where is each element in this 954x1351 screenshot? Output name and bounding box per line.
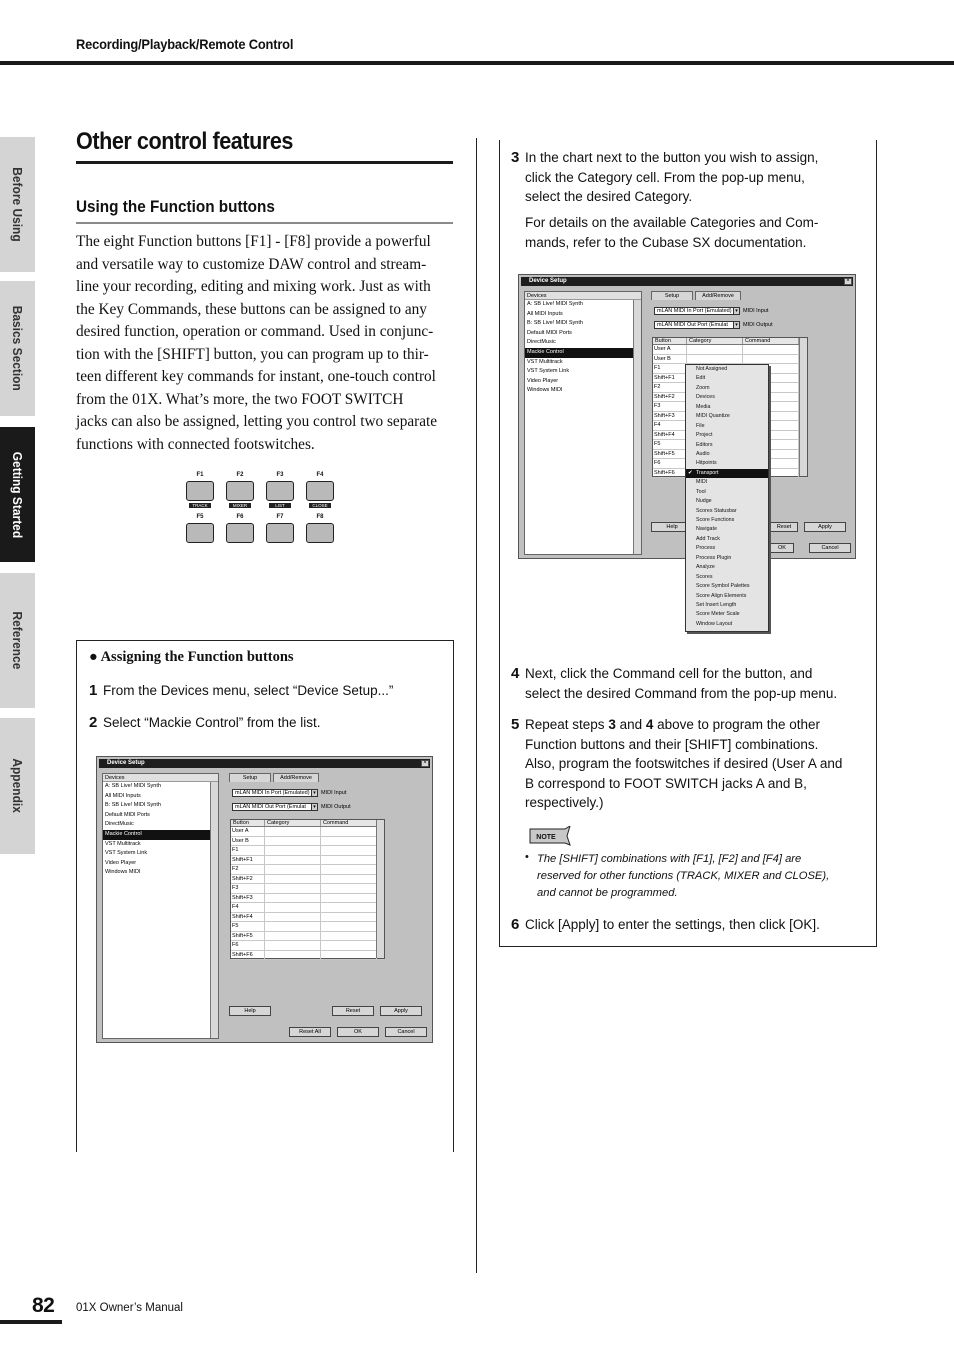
f4-button: [306, 481, 334, 501]
f6-key-name: F6: [236, 514, 244, 520]
table-row[interactable]: Shift+F1: [653, 374, 807, 384]
function-buttons-illustration: [184, 472, 336, 544]
step-3-detail: [525, 213, 865, 252]
step-number: 3: [511, 149, 520, 166]
paragraph-line: from the 01X. What’s more, the two FOOT SWITCH: [76, 390, 404, 408]
table-row[interactable]: Shift+F6: [653, 469, 807, 479]
column-header: Category: [687, 338, 743, 344]
step-ref: 4: [645, 717, 654, 732]
table-row[interactable]: F3: [231, 884, 384, 894]
device-item-selected[interactable]: Mackie Control: [103, 830, 218, 840]
step-2: [89, 713, 443, 733]
step-text-line: select the desired Category.: [525, 189, 693, 204]
button-assignment-grid: [230, 819, 385, 959]
step-number: 2: [89, 714, 98, 731]
side-tab-basics-section[interactable]: [0, 281, 35, 416]
table-row[interactable]: Shift+F2: [231, 875, 384, 885]
table-row[interactable]: User B: [653, 355, 807, 365]
note-text: [537, 851, 857, 902]
table-row[interactable]: F1: [231, 846, 384, 856]
step-text-line: respectively.): [525, 795, 604, 810]
device-item[interactable]: VST System Link: [527, 368, 570, 375]
f1-key-name: F1: [196, 472, 204, 478]
menu-item-selected[interactable]: [686, 469, 768, 478]
title-rule: [76, 161, 453, 164]
side-tab-label: Basics Section: [10, 305, 25, 392]
step-text-line: Repeat steps 3 and 4 above to program the other: [525, 717, 820, 732]
paragraph-line: desired function, operation or command. Used in conjunc-: [76, 323, 434, 340]
menu-item[interactable]: Navigate: [696, 526, 717, 533]
menu-item[interactable]: Process: [696, 545, 716, 552]
f1-button: [186, 481, 214, 501]
grid-scrollbar[interactable]: [376, 820, 384, 958]
chevron-down-icon[interactable]: ▾: [311, 803, 318, 811]
chevron-down-icon[interactable]: ▾: [733, 307, 740, 315]
step-text-line: Next, click the Command cell for the button, and: [525, 666, 813, 681]
side-tab-getting-started[interactable]: [0, 427, 35, 562]
step-number: 4: [511, 665, 520, 682]
table-row[interactable]: F5: [653, 440, 807, 450]
step-number: 1: [89, 682, 98, 699]
devices-header: Devices: [525, 292, 641, 300]
mixer-label: MIXER: [229, 503, 251, 508]
f7-button: [266, 523, 294, 543]
devices-header: Devices: [103, 774, 218, 782]
menu-item[interactable]: Score Symbol Palettes: [696, 583, 750, 590]
side-tab-label: Reference: [10, 611, 25, 670]
midi-input-label: MIDI Input: [321, 790, 347, 796]
step-ref: 3: [608, 717, 616, 732]
dialog-titlebar: [521, 277, 853, 286]
table-row[interactable]: F6: [231, 941, 384, 951]
device-item[interactable]: B: SB Live! MIDI Synth: [105, 802, 161, 809]
dialog-title: Device Setup: [107, 760, 145, 766]
column-header: Category: [265, 820, 321, 826]
step-5: [511, 715, 870, 813]
track-label: TRACK: [189, 503, 211, 508]
menu-item[interactable]: Score Align Elements: [696, 592, 747, 599]
dialog-titlebar: [99, 759, 430, 768]
midi-input-label: MIDI Input: [743, 308, 769, 314]
device-item[interactable]: VST System Link: [105, 850, 148, 857]
section-title: Other control features: [76, 128, 293, 155]
menu-item[interactable]: Score Meter Scale: [696, 611, 740, 618]
devices-scrollbar[interactable]: [210, 782, 218, 1038]
close-icon[interactable]: ×: [421, 760, 429, 767]
midi-output-select[interactable]: mLAN MIDI Out Port (Emulat: [654, 321, 734, 329]
table-row[interactable]: Shift+F4: [231, 913, 384, 923]
step-text: From the Devices menu, select “Device Setup...”: [103, 683, 394, 698]
paragraph-line: the Key Commands, these buttons can be assigned to any: [76, 300, 427, 318]
step-text-line: mands, refer to the Cubase SX documentation.: [525, 234, 807, 250]
f6-button: [226, 523, 254, 543]
subtitle-rule: [76, 222, 453, 224]
menu-item[interactable]: Scores: [696, 573, 713, 580]
table-row[interactable]: User B: [231, 837, 384, 847]
help-button[interactable]: Help: [229, 1006, 271, 1016]
footer-manual-title: 01X Owner’s Manual: [76, 1302, 183, 1314]
device-item[interactable]: Windows MIDI: [527, 387, 563, 394]
table-row[interactable]: Shift+F6: [231, 951, 384, 961]
reset-button[interactable]: Reset: [332, 1006, 374, 1016]
table-row[interactable]: Shift+F5: [653, 450, 807, 460]
intro-paragraph: [76, 231, 456, 456]
menu-item[interactable]: Zoom: [696, 384, 710, 391]
menu-item[interactable]: Project: [696, 432, 713, 439]
table-row[interactable]: F2: [231, 865, 384, 875]
running-header: Recording/Playback/Remote Control: [76, 36, 294, 52]
step-text-line: B correspond to FOOT SWITCH jacks A and B,: [525, 775, 807, 791]
chevron-down-icon[interactable]: ▾: [733, 321, 740, 329]
table-row[interactable]: F6: [653, 459, 807, 469]
table-row[interactable]: F5: [231, 922, 384, 932]
device-item[interactable]: All MIDI Inputs: [527, 310, 563, 317]
f3-button: [266, 481, 294, 501]
close-label: CLOSE: [309, 503, 331, 508]
table-row[interactable]: Shift+F1: [231, 856, 384, 866]
device-item[interactable]: Default MIDI Ports: [527, 329, 572, 336]
f8-key-name: F8: [316, 514, 324, 520]
midi-output-select[interactable]: mLAN MIDI Out Port (Emulat: [232, 803, 312, 811]
list-label: LIST: [269, 503, 291, 508]
menu-item[interactable]: Audio: [696, 450, 710, 457]
menu-item[interactable]: Tool: [696, 488, 706, 495]
subsection-title: Using the Function buttons: [76, 197, 275, 216]
device-item[interactable]: A: SB Live! MIDI Synth: [105, 783, 161, 789]
tab-add-remove[interactable]: Add/Remove: [695, 291, 741, 300]
cancel-button[interactable]: Cancel: [385, 1027, 427, 1037]
side-tab-label: Before Using: [10, 167, 25, 242]
f2-button: [226, 481, 254, 501]
table-row[interactable]: F4: [653, 421, 807, 431]
side-tab-reference[interactable]: [0, 573, 35, 708]
f5-button: [186, 523, 214, 543]
menu-item[interactable]: Edit: [696, 375, 706, 382]
paragraph-line: teen different key commands for instant, one-touch control: [76, 368, 436, 385]
f8-button: [306, 523, 334, 543]
midi-output-label: MIDI Output: [321, 804, 351, 810]
menu-item[interactable]: Not Assigned: [696, 366, 728, 372]
step-text-line: Also, program the footswitches if desired (User A and: [525, 756, 843, 771]
menu-item[interactable]: Devices: [696, 394, 715, 401]
note-line: reserved for other functions (TRACK, MIXER and CLOSE),: [537, 870, 830, 882]
device-item[interactable]: Video Player: [527, 377, 559, 384]
device-item[interactable]: All MIDI Inputs: [105, 792, 141, 799]
ok-button[interactable]: OK: [337, 1027, 379, 1037]
paragraph-line: line your recording, editing and mixing work. Just as with: [76, 278, 431, 295]
midi-input-select[interactable]: mLAN MIDI In Port (Emulated): [654, 307, 734, 315]
menu-item[interactable]: Process Plugin: [696, 554, 732, 561]
menu-item[interactable]: Media: [696, 403, 711, 410]
help-button[interactable]: Help: [651, 522, 693, 532]
step-text-line: select the desired Command from the pop-up menu.: [525, 685, 838, 701]
tab-add-remove[interactable]: Add/Remove: [273, 773, 319, 782]
category-popup-menu[interactable]: [685, 364, 769, 632]
note-badge-label: NOTE: [536, 834, 556, 841]
step-text-line: Function buttons and their [SHIFT] combinations.: [525, 736, 819, 752]
grid-scrollbar[interactable]: [799, 338, 807, 476]
dialog-title: Device Setup: [529, 278, 567, 284]
table-row[interactable]: User A: [653, 345, 807, 355]
bullet-icon: •: [525, 851, 529, 863]
step-number: 6: [511, 916, 520, 933]
menu-item[interactable]: Add Track: [696, 535, 720, 542]
device-item[interactable]: DirectMusic: [527, 339, 556, 346]
footer-rule: [0, 1320, 62, 1324]
f5-key-name: F5: [196, 514, 204, 520]
paragraph-line: tion with the [SHIFT] button, you can program up to thir-: [76, 345, 429, 363]
column-divider: [476, 138, 477, 1273]
device-item[interactable]: Windows MIDI: [105, 869, 141, 876]
side-tab-before-using[interactable]: [0, 137, 35, 272]
menu-item[interactable]: Window Layout: [696, 620, 733, 627]
table-row[interactable]: F1: [653, 364, 807, 374]
device-item[interactable]: VST Multitrack: [105, 840, 141, 847]
reset-all-button[interactable]: Reset All: [289, 1027, 331, 1037]
column-header: Command: [321, 820, 377, 826]
tab-setup[interactable]: Setup: [651, 291, 693, 300]
side-tab-label: Appendix: [10, 758, 25, 814]
apply-button[interactable]: Apply: [804, 522, 846, 532]
step-text-line: In the chart next to the button you wish to assign,: [525, 150, 819, 165]
column-header: Command: [743, 338, 799, 344]
midi-output-label: MIDI Output: [743, 322, 773, 328]
midi-input-select[interactable]: mLAN MIDI In Port (Emulated): [232, 789, 312, 797]
chevron-down-icon[interactable]: ▾: [311, 789, 318, 797]
device-item[interactable]: Default MIDI Ports: [105, 811, 150, 818]
step-number: 5: [511, 716, 520, 733]
f3-key-name: F3: [276, 472, 284, 478]
menu-item[interactable]: Set Insert Length: [696, 601, 737, 608]
close-icon[interactable]: ×: [844, 278, 852, 285]
table-row[interactable]: Shift+F3: [231, 894, 384, 904]
menu-item-label: Transport: [696, 469, 719, 476]
device-item[interactable]: A: SB Live! MIDI Synth: [527, 301, 583, 307]
device-item[interactable]: VST Multitrack: [527, 358, 563, 365]
check-icon: ✔: [688, 469, 693, 476]
column-header: Button: [231, 820, 265, 826]
menu-item[interactable]: Scores Statusbar: [696, 507, 737, 514]
reset-button[interactable]: Reset: [770, 522, 798, 532]
step-6: [511, 915, 870, 935]
column-header: Button: [653, 338, 687, 344]
table-row[interactable]: Shift+F2: [653, 393, 807, 403]
menu-item[interactable]: MIDI Quantize: [696, 413, 730, 420]
table-row[interactable]: F3: [653, 402, 807, 412]
table-row[interactable]: Shift+F5: [231, 932, 384, 942]
paragraph-line: and versatile way to customize DAW control and stream-: [76, 255, 427, 273]
menu-item[interactable]: Analyze: [696, 564, 715, 571]
paragraph-line: jacks can also be assigned, letting you control two separate: [76, 413, 438, 430]
step-text-line: For details on the available Categories and Com-: [525, 215, 819, 230]
cancel-button[interactable]: Cancel: [809, 543, 851, 553]
step-4: [511, 664, 870, 703]
f4-key-name: F4: [316, 472, 324, 478]
device-item[interactable]: DirectMusic: [105, 821, 134, 828]
tab-setup[interactable]: Setup: [229, 773, 271, 782]
procedure-heading: ● Assigning the Function buttons: [89, 649, 294, 665]
menu-item[interactable]: MIDI: [696, 479, 708, 486]
devices-list: [524, 291, 642, 555]
device-item[interactable]: B: SB Live! MIDI Synth: [527, 320, 583, 327]
f7-key-name: F7: [276, 514, 284, 520]
menu-item[interactable]: Hitpoints: [696, 460, 717, 467]
menu-item[interactable]: File: [696, 422, 705, 429]
paragraph-line: The eight Function buttons [F1] - [F8] provide a powerful: [76, 233, 431, 250]
f2-key-name: F2: [236, 472, 244, 478]
note-icon: [529, 826, 571, 846]
table-row[interactable]: Shift+F3: [653, 412, 807, 422]
header-rule: [0, 61, 954, 65]
table-row[interactable]: User A: [231, 827, 384, 837]
device-item-selected[interactable]: Mackie Control: [525, 348, 641, 358]
table-row[interactable]: F4: [231, 903, 384, 913]
menu-item[interactable]: Score Functions: [696, 517, 735, 523]
table-row[interactable]: F2: [653, 383, 807, 393]
step-3: [511, 148, 865, 207]
menu-item[interactable]: Nudge: [696, 498, 712, 505]
step-text: Select “Mackie Control” from the list.: [103, 715, 321, 730]
step-text-line: click the Category cell. From the pop-up menu,: [525, 169, 805, 185]
note-line: The [SHIFT] combinations with [F1], [F2] and [F4] are: [537, 853, 802, 865]
page-number: 82: [32, 1294, 55, 1317]
step-text: Click [Apply] to enter the settings, then click [OK].: [525, 917, 820, 932]
ok-button[interactable]: OK: [770, 543, 794, 553]
side-tab-appendix[interactable]: [0, 718, 35, 854]
device-setup-screenshot: [96, 756, 433, 1043]
apply-button[interactable]: Apply: [380, 1006, 422, 1016]
step-1: [89, 681, 443, 701]
note-line: and cannot be programmed.: [537, 887, 678, 899]
device-item[interactable]: Video Player: [105, 859, 137, 866]
devices-scrollbar[interactable]: [633, 300, 641, 554]
table-row[interactable]: Shift+F4: [653, 431, 807, 441]
side-tab-label: Getting Started: [10, 451, 25, 538]
devices-list: [102, 773, 219, 1039]
menu-item[interactable]: Editors: [696, 441, 713, 448]
paragraph-line: functions with connected footswitches.: [76, 435, 315, 453]
